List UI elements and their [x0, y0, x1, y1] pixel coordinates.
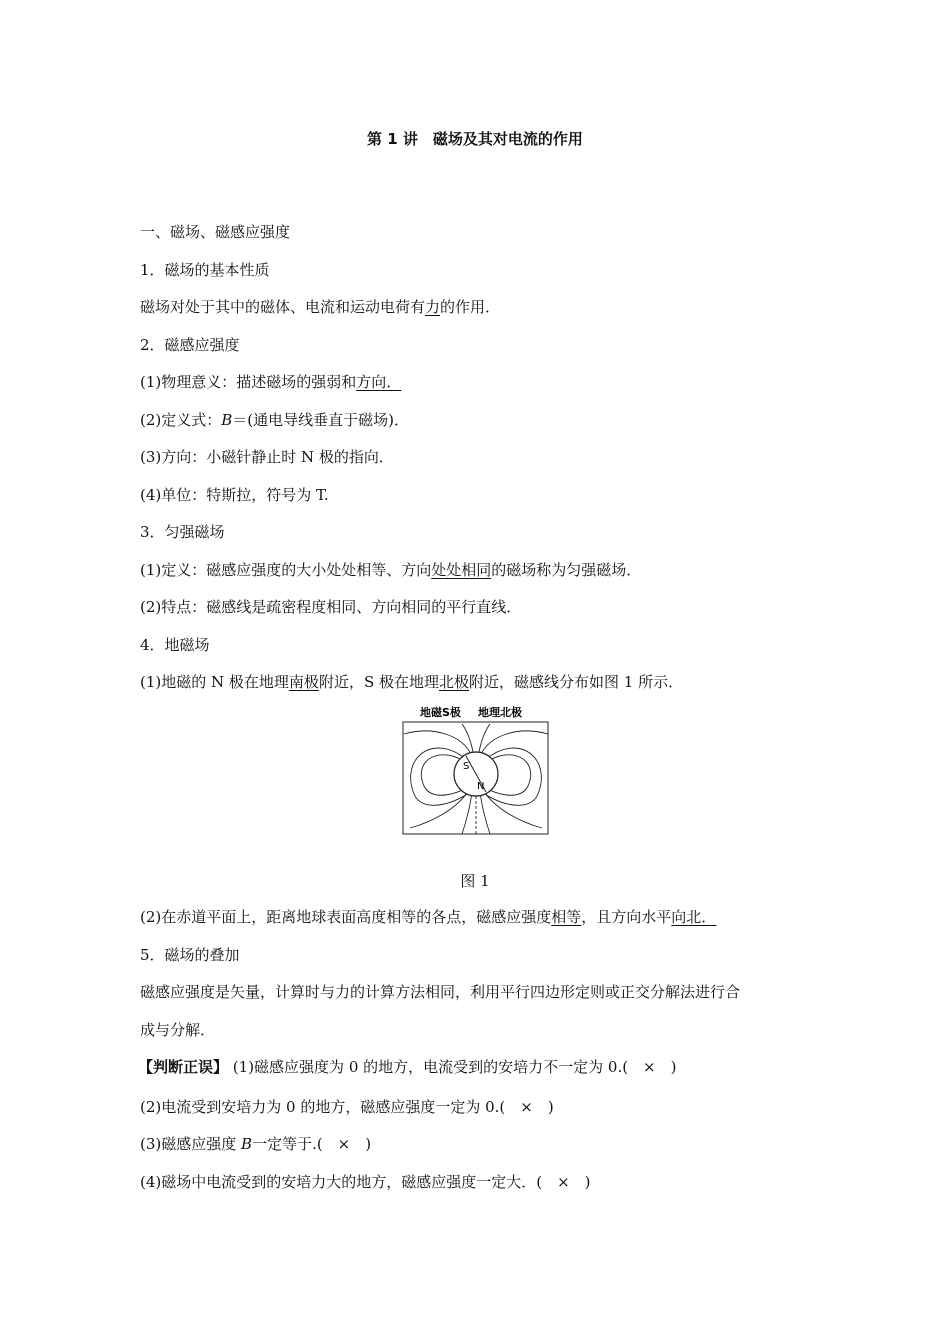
- n-pole-label: N: [477, 781, 485, 792]
- underlined-answer: 力: [425, 298, 441, 316]
- judge-item: (4)磁场中电流受到的安培力大的地方，磁感应强度一定大．( × ): [140, 1173, 591, 1191]
- text: (1)磁感应强度为 0 的地方，电流受到的安培力不一定为 0.( × ): [232, 1058, 677, 1076]
- paragraph: 成与分解．: [140, 1021, 216, 1039]
- figure-caption: 图 1: [460, 872, 490, 890]
- underlined-answer: 处处相同: [431, 561, 492, 579]
- underlined-answer: 方向．: [356, 373, 402, 391]
- judge-label: 【判断正误】: [138, 1058, 229, 1076]
- text: 的作用．: [440, 298, 501, 316]
- paragraph: (4)单位：特斯拉，符号为 T.: [140, 486, 329, 504]
- text: (2)定义式：: [140, 411, 222, 429]
- text: 的磁场称为匀强磁场．: [491, 561, 642, 579]
- text: (1)物理意义：描述磁场的强弱和: [140, 373, 357, 391]
- text: ，且方向水平: [581, 908, 672, 926]
- paragraph: (3)方向：小磁针静止时 N 极的指向．: [140, 448, 394, 466]
- paragraph: 磁感应强度是矢量，计算时与力的计算方法相同，利用平行四边形定则或正交分解法进行合: [140, 983, 741, 1001]
- text: (1)定义：磁感应强度的大小处处相等、方向: [140, 561, 432, 579]
- paragraph: [140, 559, 641, 580]
- subsection-heading: 1．磁场的基本性质: [140, 261, 270, 279]
- text: 一定等于.( × ): [252, 1135, 372, 1153]
- text: 附近，S 极在地理: [318, 673, 439, 691]
- text: 附近，磁感线分布如图 1 所示．: [469, 673, 684, 691]
- text: 磁场对处于其中的磁体、电流和运动电荷有: [140, 298, 426, 316]
- judge-item: [140, 1133, 371, 1154]
- paragraph: [140, 906, 716, 927]
- paragraph: [140, 671, 683, 692]
- text: (1)地磁的 N 极在地理: [140, 673, 289, 691]
- paragraph: (2)特点：磁感线是疏密程度相同、方向相同的平行直线．: [140, 598, 522, 616]
- section-heading: 一、磁场、磁感应强度: [140, 223, 291, 241]
- paragraph: [140, 371, 401, 392]
- underlined-answer: 向北．: [671, 908, 717, 926]
- figure-label-geomagnetic-s: 地磁S极: [420, 706, 461, 719]
- subsection-heading: 3．匀强磁场: [140, 523, 225, 541]
- underlined-answer: 北极: [438, 673, 469, 691]
- underlined-answer: 南极: [288, 673, 319, 691]
- s-pole-label: S: [463, 761, 470, 772]
- subsection-heading: 2．磁感应强度: [140, 336, 240, 354]
- judge-item: [138, 1056, 676, 1077]
- variable: B: [241, 1135, 253, 1153]
- text: (3)磁感应强度: [140, 1135, 242, 1153]
- paragraph: [140, 409, 409, 430]
- paragraph: [140, 296, 500, 317]
- judge-item: (2)电流受到安培力为 0 的地方，磁感应强度一定为 0.( × ): [140, 1098, 554, 1116]
- variable: B: [221, 411, 233, 429]
- page-title: 第 1 讲 磁场及其对电流的作用: [367, 130, 583, 148]
- text: (2)在赤道平面上，距离地球表面高度相等的各点，磁感应强度: [140, 908, 552, 926]
- figure-label-geographic-north: 地理北极: [478, 706, 522, 719]
- subsection-heading: 5．磁场的叠加: [140, 946, 240, 964]
- subsection-heading: 4．地磁场: [140, 636, 210, 654]
- text: ＝(通电导线垂直于磁场)．: [232, 411, 409, 429]
- geomagnetic-field-figure: [402, 704, 550, 836]
- underlined-answer: 相等: [551, 908, 582, 926]
